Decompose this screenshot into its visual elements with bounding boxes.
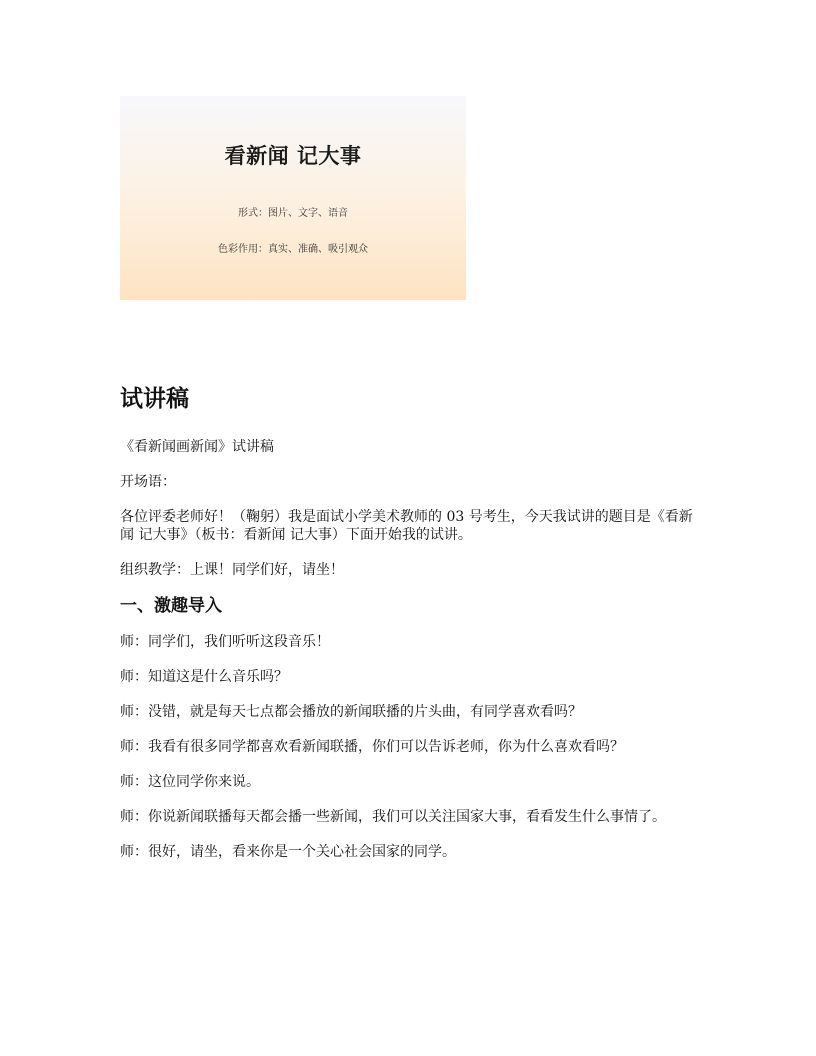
dialog-line: 师：很好，请坐，看来你是一个关心社会国家的同学。 (120, 844, 456, 860)
slide-title: 看新闻 记大事 (224, 144, 362, 168)
dialog-line: 师：知道这是什么音乐吗？ (120, 669, 288, 685)
dialog-line: 师：同学们，我们听听这段音乐！ (120, 634, 330, 650)
section-heading-intro: 一、激趣导入 (120, 596, 222, 616)
title-slide-image (120, 96, 466, 300)
document-body (120, 382, 700, 861)
dialog-line: 师：你说新闻联播每天都会播一些新闻，我们可以关注国家大事，看看发生什么事情了。 (120, 809, 666, 825)
slide-color-line: 色彩作用：真实、准确、吸引观众 (218, 244, 368, 255)
lesson-subtitle: 《看新闻画新闻》试讲稿 (120, 439, 274, 455)
organize-paragraph: 组织教学：上课！同学们好，请坐！ (120, 562, 344, 578)
intro-paragraph: 各位评委老师好！（鞠躬）我是面试小学美术教师的 03 号考生，今天我试讲的题目是《看新闻 记大事》（板书：看新闻 记大事）下面开始我的试讲。 (120, 509, 693, 543)
dialog-line: 师：我看有很多同学都喜欢看新闻联播，你们可以告诉老师，你为什么喜欢看吗？ (120, 739, 624, 755)
slide-form-line: 形式：图片、文字、语音 (238, 208, 348, 219)
dialog-line: 师：这位同学你来说。 (120, 774, 260, 790)
document-title: 试讲稿 (120, 386, 189, 412)
opening-label: 开场语： (120, 474, 176, 490)
dialog-line: 师：没错，就是每天七点都会播放的新闻联播的片头曲，有同学喜欢看吗？ (120, 704, 582, 720)
